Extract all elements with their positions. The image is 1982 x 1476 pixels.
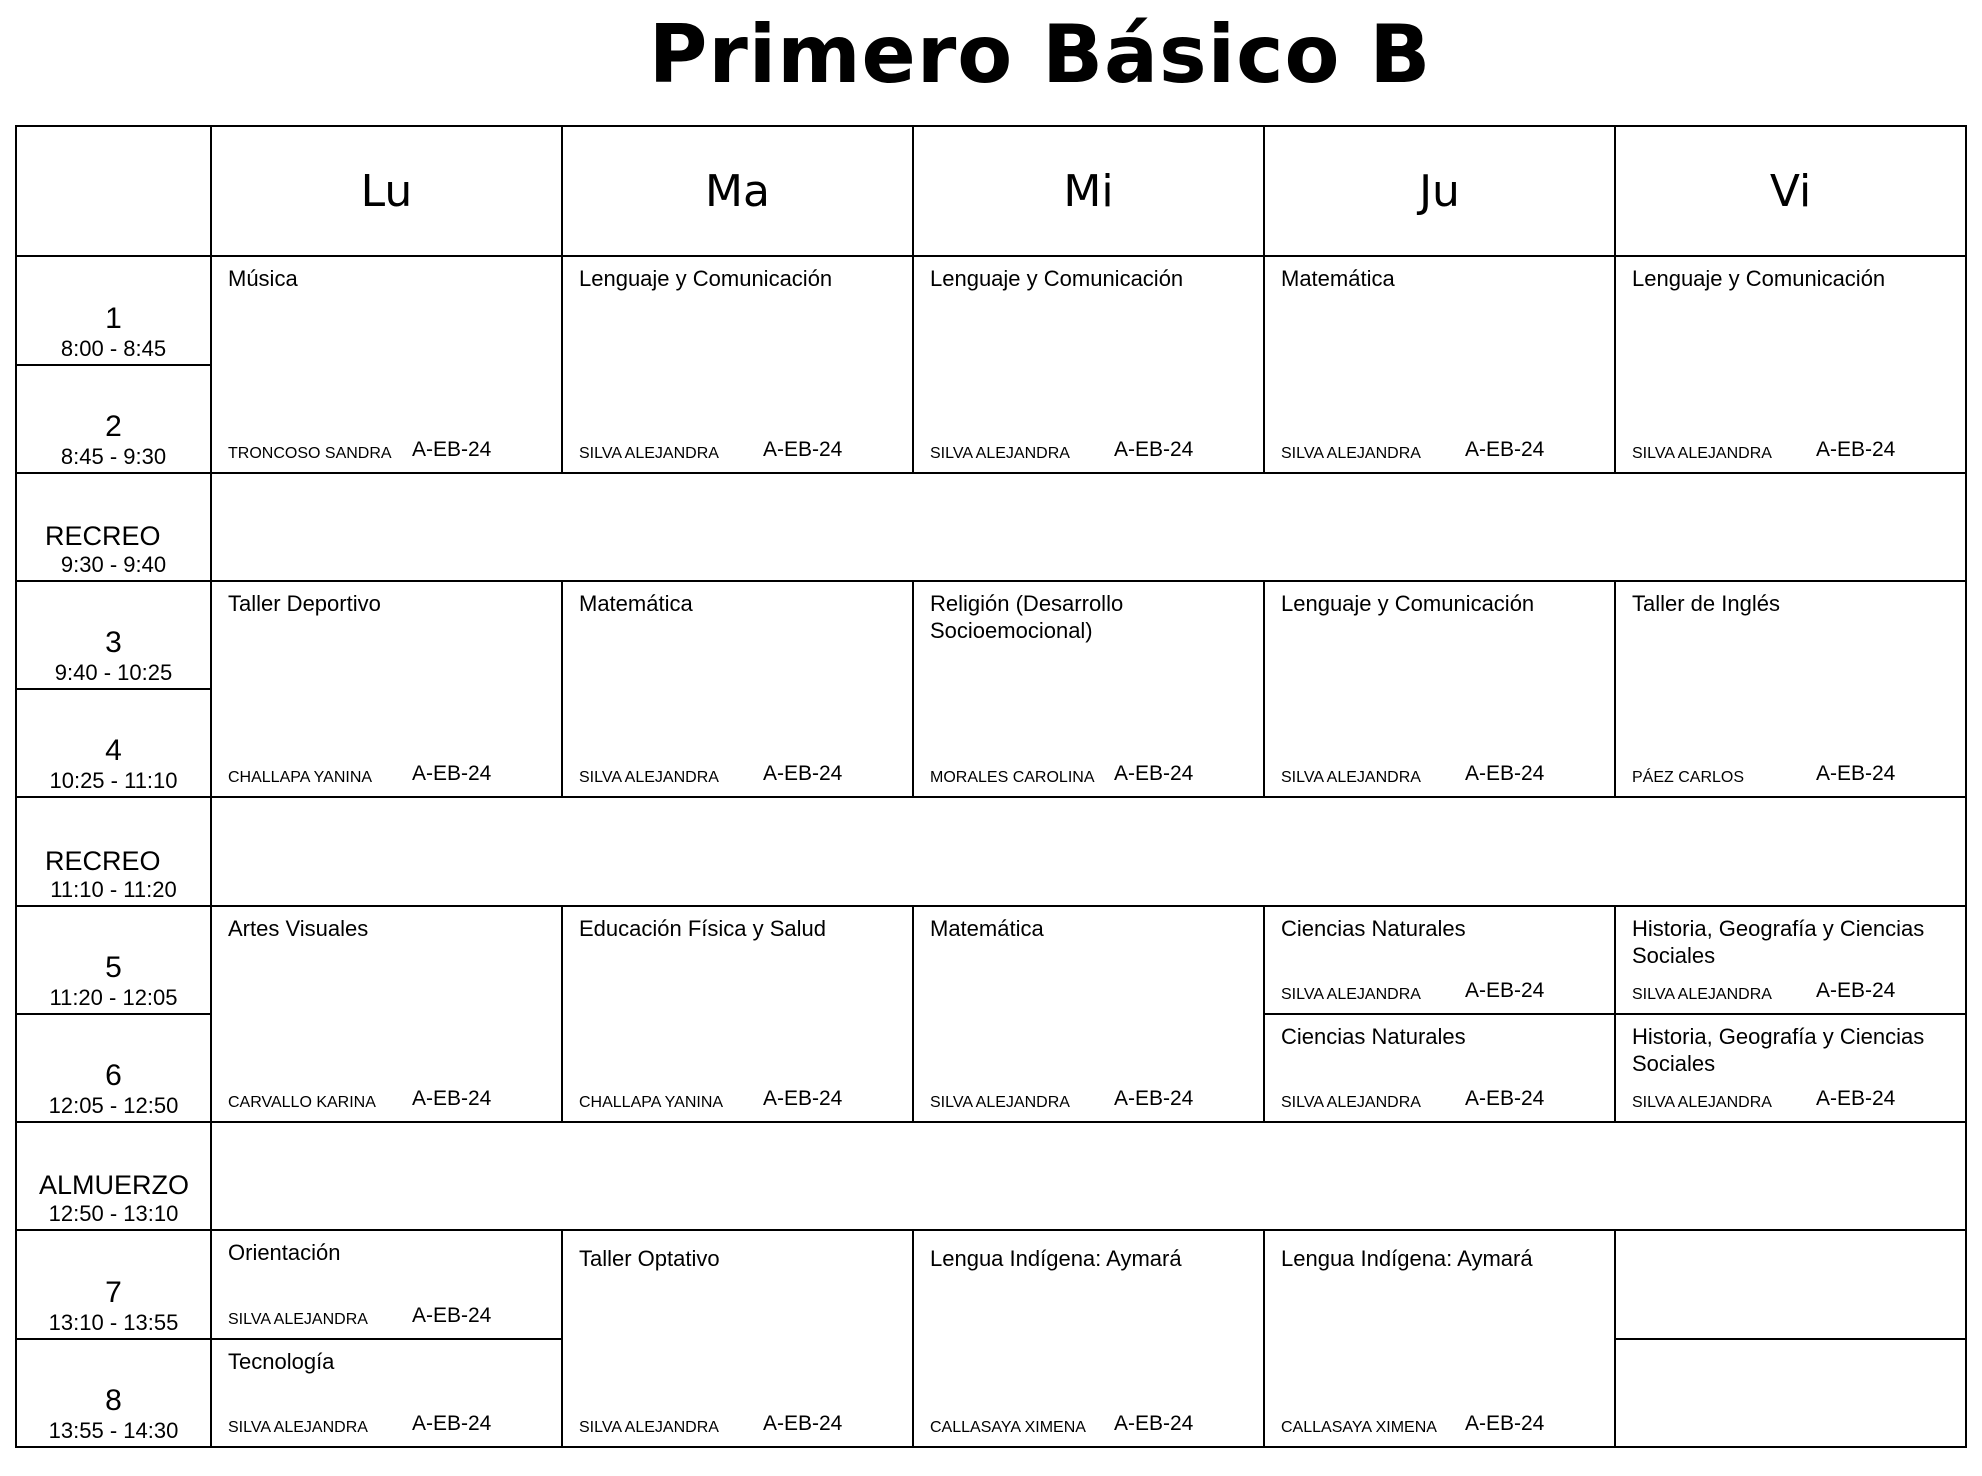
slot-number: 7 (105, 1275, 122, 1309)
subject: Religión (Desarrollo Socioemocional) (930, 590, 1124, 643)
block-mi-5-6 (913, 906, 1264, 1122)
subject: Lenguaje y Comunicación (930, 266, 1184, 292)
subject: Taller Deportivo (228, 590, 381, 616)
header-row (16, 126, 1966, 256)
teacher: CHALLAPA YANINA (579, 1094, 724, 1112)
day-header-vi: Vi (1615, 126, 1966, 256)
room: A-EB-24 (412, 1087, 492, 1111)
break-band (211, 797, 1966, 905)
page-title: Primero Básico B (648, 8, 1432, 101)
teacher: MORALES CAROLINA (930, 769, 1095, 787)
room: A-EB-24 (1465, 978, 1545, 1002)
block-ma-7-8 (562, 1230, 913, 1447)
day-header-ma: Ma (562, 126, 913, 256)
room: A-EB-24 (412, 1303, 492, 1327)
schedule-table (15, 125, 1967, 1448)
slot-time: 10:25 - 11:10 (49, 768, 178, 794)
room: A-EB-24 (1465, 1087, 1545, 1111)
block-ma-5-6 (562, 906, 913, 1122)
block-mi-1-2 (913, 256, 1264, 472)
break-name: RECREO (45, 520, 161, 551)
slot-number: 2 (105, 409, 122, 443)
subject: Música (228, 266, 298, 292)
slot-3 (16, 581, 211, 689)
teacher: SILVA ALEJANDRA (1632, 1094, 1772, 1112)
slot-time: 13:55 - 14:30 (48, 1418, 179, 1443)
break-recreo-2 (16, 797, 211, 905)
break-name: RECREO (45, 845, 161, 876)
slot-number: 5 (105, 950, 122, 984)
slot-8 (16, 1339, 211, 1447)
block-mi-3-4 (913, 581, 1264, 797)
teacher: CALLASAYA XIMENA (930, 1419, 1086, 1436)
room: A-EB-24 (1465, 762, 1545, 786)
block-vi-3-4 (1615, 581, 1966, 797)
subject: Ciencias Naturales (1281, 1023, 1466, 1049)
day-header-ju: Ju (1264, 126, 1615, 256)
break-recreo-1 (16, 473, 211, 581)
slot-2 (16, 365, 211, 473)
room: A-EB-24 (1816, 762, 1896, 786)
subject: Orientación (228, 1240, 341, 1266)
break-almuerzo (16, 1122, 211, 1230)
subject: Historia, Geografía y Ciencias Sociales (1632, 915, 1925, 968)
teacher: SILVA ALEJANDRA (228, 1419, 368, 1436)
teacher: CARVALLO KARINA (228, 1094, 376, 1112)
subject: Taller Optativo (579, 1246, 720, 1272)
slot-4 (16, 689, 211, 797)
subject: Lengua Indígena: Aymará (930, 1246, 1182, 1272)
subject: Lenguaje y Comunicación (579, 266, 833, 292)
room: A-EB-24 (1816, 1087, 1896, 1111)
subject: Lenguaje y Comunicación (1281, 590, 1535, 616)
block-vi-1-2 (1615, 256, 1966, 472)
subject: Matemática (930, 915, 1044, 941)
subject: Lengua Indígena: Aymará (1281, 1246, 1533, 1272)
day-header-lu: Lu (211, 126, 562, 256)
subject: Tecnología (228, 1348, 335, 1374)
break-band (211, 1122, 1966, 1230)
room: A-EB-24 (1114, 437, 1194, 461)
teacher: SILVA ALEJANDRA (930, 444, 1070, 462)
block-ju-3-4 (1264, 581, 1615, 797)
teacher: SILVA ALEJANDRA (1281, 1094, 1421, 1112)
teacher: SILVA ALEJANDRA (579, 769, 719, 787)
block-ju-1-2 (1264, 256, 1615, 472)
slot-6 (16, 1014, 211, 1122)
break-time: 12:50 - 13:10 (48, 1201, 179, 1227)
teacher: CALLASAYA XIMENA (1281, 1419, 1437, 1436)
slot-time: 11:20 - 12:05 (49, 984, 178, 1010)
block-ma-1-2 (562, 256, 913, 472)
block-vi-7-empty (1615, 1230, 1966, 1338)
slot-5 (16, 906, 211, 1014)
room: A-EB-24 (763, 1087, 843, 1111)
block-ju-5 (1264, 906, 1615, 1014)
slot-time: 8:45 - 9:30 (60, 443, 167, 469)
block-lu-1-2 (211, 256, 562, 472)
teacher: PÁEZ CARLOS (1632, 769, 1745, 787)
room: A-EB-24 (763, 437, 843, 461)
block-ma-3-4 (562, 581, 913, 797)
block-mi-7-8 (913, 1230, 1264, 1447)
room: A-EB-24 (412, 437, 492, 461)
break-time: 9:30 - 9:40 (60, 551, 167, 577)
subject: Educación Física y Salud (579, 915, 827, 941)
subject: Ciencias Naturales (1281, 915, 1466, 941)
block-vi-6 (1615, 1014, 1966, 1122)
break-name: ALMUERZO (39, 1170, 190, 1201)
block-lu-3-4 (211, 581, 562, 797)
slot-number: 6 (105, 1059, 122, 1093)
room: A-EB-24 (1114, 762, 1194, 786)
slot-7 (16, 1230, 211, 1338)
teacher: SILVA ALEJANDRA (228, 1310, 368, 1328)
block-ju-6 (1264, 1014, 1615, 1122)
slot-time: 13:10 - 13:55 (48, 1309, 179, 1335)
slot-time: 8:00 - 8:45 (60, 335, 167, 361)
slot-time: 9:40 - 10:25 (54, 660, 173, 686)
block-lu-8 (211, 1339, 562, 1447)
day-header-mi: Mi (913, 126, 1264, 256)
room: A-EB-24 (763, 1412, 843, 1435)
subject: Lenguaje y Comunicación (1632, 266, 1886, 292)
block-vi-8-empty (1615, 1339, 1966, 1447)
teacher: SILVA ALEJANDRA (1281, 769, 1421, 787)
room: A-EB-24 (1114, 1412, 1194, 1435)
block-ju-7-8 (1264, 1230, 1615, 1447)
teacher: SILVA ALEJANDRA (1632, 444, 1772, 462)
room: A-EB-24 (1816, 978, 1896, 1002)
teacher: SILVA ALEJANDRA (1281, 985, 1421, 1003)
break-band (211, 473, 1966, 581)
subject: Matemática (579, 590, 693, 616)
teacher: SILVA ALEJANDRA (1632, 985, 1772, 1003)
room: A-EB-24 (412, 1412, 492, 1435)
slot-number: 4 (105, 734, 122, 768)
corner-cell (16, 126, 211, 256)
room: A-EB-24 (1465, 1412, 1545, 1435)
break-time: 11:10 - 11:20 (50, 876, 177, 902)
slot-number: 1 (105, 301, 122, 335)
slot-time: 12:05 - 12:50 (48, 1093, 179, 1119)
block-lu-7 (211, 1230, 562, 1338)
room: A-EB-24 (1114, 1087, 1194, 1111)
slot-number: 8 (105, 1384, 122, 1417)
room: A-EB-24 (1816, 437, 1896, 461)
subject: Matemática (1281, 266, 1395, 292)
room: A-EB-24 (412, 762, 492, 786)
block-vi-5 (1615, 906, 1966, 1014)
teacher: SILVA ALEJANDRA (579, 1419, 719, 1436)
block-lu-5-6 (211, 906, 562, 1122)
subject: Historia, Geografía y Ciencias Sociales (1632, 1023, 1925, 1076)
teacher: SILVA ALEJANDRA (579, 444, 719, 462)
slot-number: 3 (105, 626, 122, 660)
teacher: SILVA ALEJANDRA (1281, 444, 1421, 462)
room: A-EB-24 (1465, 437, 1545, 461)
room: A-EB-24 (763, 762, 843, 786)
teacher: TRONCOSO SANDRA (228, 444, 392, 462)
teacher: CHALLAPA YANINA (228, 769, 373, 787)
subject: Taller de Inglés (1632, 590, 1780, 616)
teacher: SILVA ALEJANDRA (930, 1094, 1070, 1112)
subject: Artes Visuales (228, 915, 369, 941)
slot-1 (16, 256, 211, 364)
